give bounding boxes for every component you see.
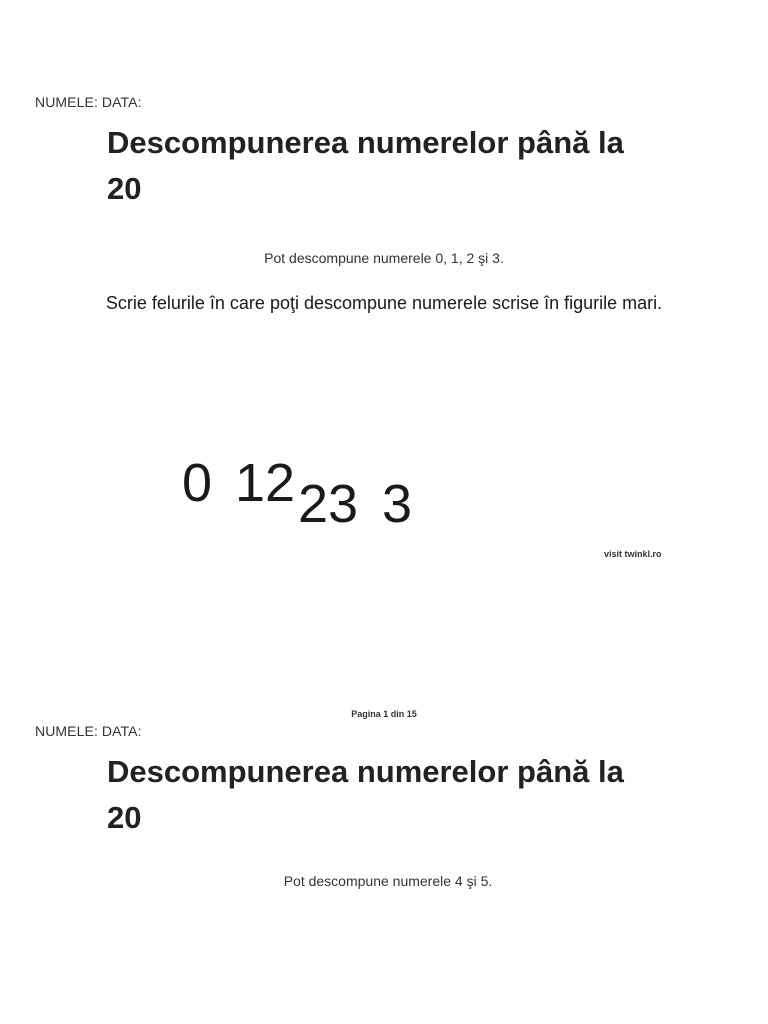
number-figure-0: 0 xyxy=(182,453,213,513)
page-subtitle-page2: Pot descompune numerele 4 şi 5. xyxy=(283,873,493,889)
page-title-line1: Descompunerea numerelor până la xyxy=(107,125,624,160)
number-figure-12: 12 xyxy=(235,453,296,513)
number-figure-23: 23 xyxy=(298,474,359,534)
footer-note: visit twinkl.ro xyxy=(604,549,662,559)
page-subtitle: Pot descompune numerele 0, 1, 2 şi 3. xyxy=(264,250,504,266)
instruction-text: Scrie felurile în care poţi descompune numerele scrise în figurile mari. xyxy=(105,293,663,313)
name-date-label: NUMELE: DATA: xyxy=(35,94,142,110)
page-title-page2 xyxy=(107,749,687,841)
page-title xyxy=(107,120,687,212)
page-title-line2: 20 xyxy=(107,171,142,206)
number-figure-3: 3 xyxy=(382,474,413,534)
page-number: Pagina 1 din 15 xyxy=(351,709,417,719)
name-date-label-page2: NUMELE: DATA: xyxy=(35,723,142,739)
page-title-line1-page2: Descompunerea numerelor până la xyxy=(107,754,624,789)
page-title-line2-page2: 20 xyxy=(107,800,142,835)
